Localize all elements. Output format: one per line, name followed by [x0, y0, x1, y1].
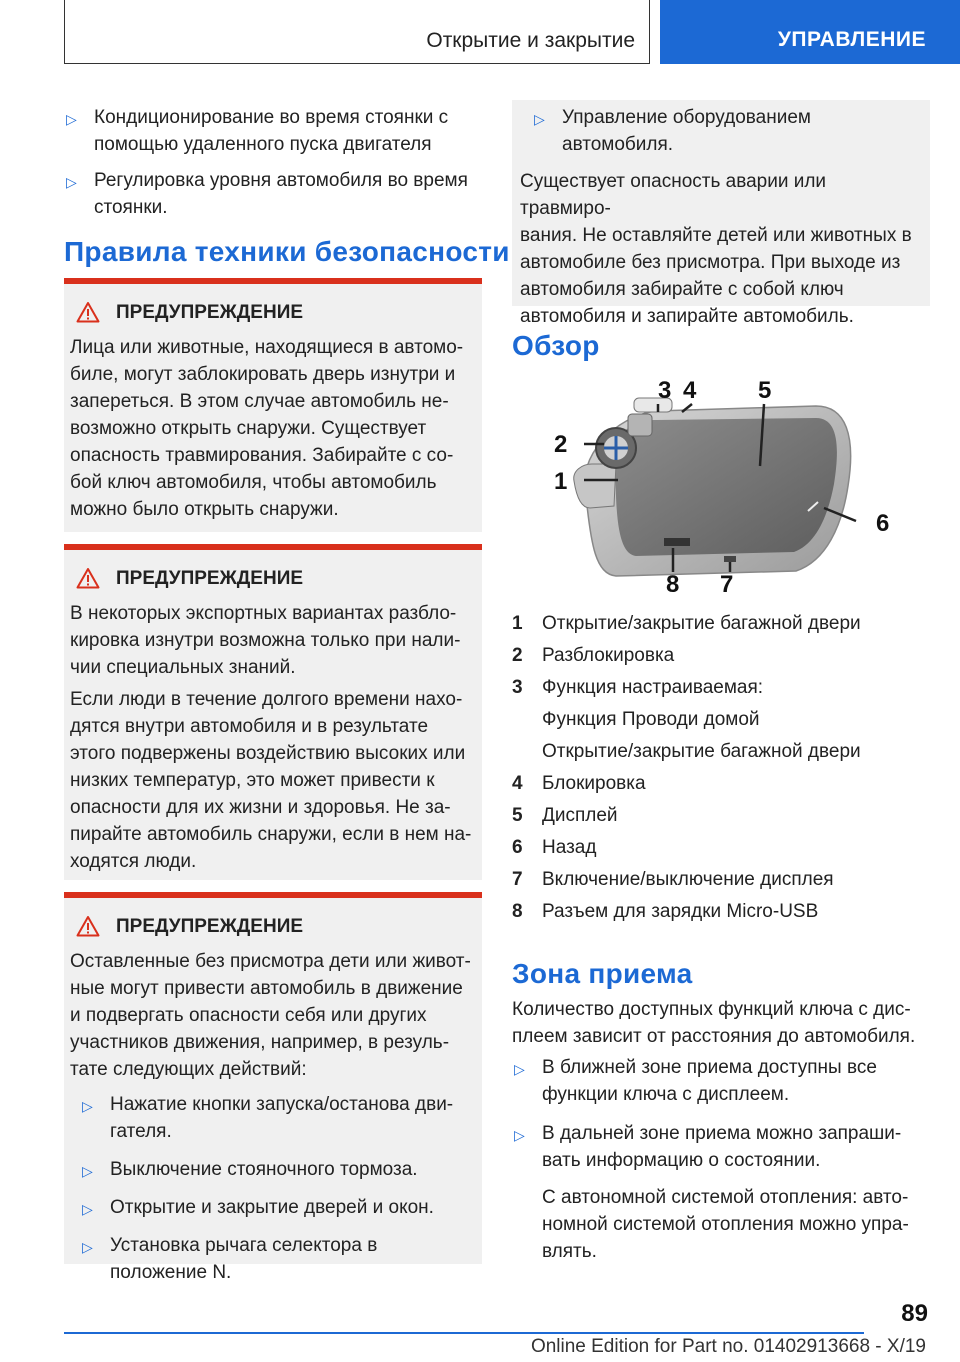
chapter-title: УПРАВЛЕНИЕ	[777, 28, 926, 51]
line: плеем зависит от расстояния до автомобиля.	[512, 1026, 916, 1047]
list-item	[80, 1194, 474, 1221]
legend-text: Функция настраиваемая:	[542, 677, 764, 698]
warning-text	[70, 686, 474, 875]
zone-subtext	[512, 1184, 930, 1265]
legend-number: 3	[512, 677, 523, 698]
zone-bullet-list	[512, 1054, 930, 1265]
line: ные могут привести автомобиль в движение	[70, 978, 463, 999]
warning-title: ПРЕДУПРЕЖДЕНИЕ	[116, 568, 304, 589]
section-header-box	[64, 0, 650, 64]
callout-5: 5	[758, 377, 772, 404]
legend-item	[512, 770, 930, 797]
callout-1: 1	[554, 468, 568, 495]
list-item	[512, 1120, 930, 1174]
legend-text: Открытие/закрытие багажной двери	[542, 613, 861, 634]
warning-header	[70, 564, 474, 594]
zone-intro	[512, 996, 930, 1050]
warning-continuation-box	[512, 100, 930, 327]
line: участников движения, например, в резуль-	[70, 1032, 450, 1053]
legend-item	[512, 802, 930, 829]
list-item	[64, 167, 482, 221]
line: биле, могут заблокировать дверь изнутри и	[70, 364, 456, 385]
triangle-bullet-icon: ▷	[66, 111, 77, 127]
legend-number: 1	[512, 613, 523, 634]
triangle-bullet-icon: ▷	[66, 174, 77, 190]
warning-text	[520, 168, 922, 330]
line: В некоторых экспортных вариантах разбло-	[70, 603, 457, 624]
chapter-header-box	[660, 0, 960, 64]
line: этого подвержены воздействию высоких или	[70, 743, 466, 764]
line: помощью удаленного пуска двигателя	[94, 134, 432, 155]
line: можно было открыть снаружи.	[70, 499, 339, 520]
warning-title: ПРЕДУПРЕЖДЕНИЕ	[116, 916, 304, 937]
line: Открытие и закрытие дверей и окон.	[110, 1197, 434, 1218]
legend-text: Функция Проводи домой	[542, 709, 760, 730]
line: вать информацию о состоянии.	[542, 1150, 821, 1171]
line: Если люди в течение долгого времени нахо-	[70, 689, 463, 710]
triangle-bullet-icon: ▷	[82, 1201, 93, 1217]
line: Выключение стояночного тормоза.	[110, 1159, 418, 1180]
line: положение N.	[110, 1262, 232, 1283]
page-number: 89	[901, 1300, 928, 1327]
line: запереться. В этом случае автомобиль не-	[70, 391, 449, 412]
list-item	[532, 104, 922, 158]
line: Регулировка уровня автомобиля во время	[94, 170, 468, 191]
callout-7: 7	[720, 571, 734, 596]
line: В ближней зоне приема доступны все	[542, 1057, 877, 1078]
legend-item	[512, 898, 930, 925]
line: тате следующих действий:	[70, 1059, 307, 1080]
warning-triangle-icon	[76, 915, 100, 947]
line: чии специальных знаний.	[70, 657, 296, 678]
warning-text	[70, 334, 474, 523]
callout-6: 6	[876, 510, 890, 537]
list-item	[512, 1054, 930, 1108]
line: Оставленные без присмотра дети или живот-	[70, 951, 471, 972]
legend-number: 6	[512, 837, 523, 858]
line: опасность травмирования. Забирайте с со-	[70, 445, 454, 466]
legend-item	[512, 674, 930, 701]
line: Количество доступных функций ключа с дис-	[512, 999, 911, 1020]
line: Лица или животные, находящиеся в автомо-	[70, 337, 464, 358]
line: автомобиля забирайте с собой ключ	[520, 279, 844, 300]
legend-item	[512, 706, 930, 733]
callout-8: 8	[666, 571, 680, 596]
line: автомобиле без присмотра. При выходе из	[520, 252, 901, 273]
list-item	[80, 1156, 474, 1183]
footer-divider	[64, 1332, 864, 1334]
line: бой ключ автомобиля, чтобы автомобиль	[70, 472, 437, 493]
warning-text	[70, 948, 474, 1083]
line: ходятся люди.	[70, 851, 197, 872]
page-header	[0, 0, 960, 66]
triangle-bullet-icon: ▷	[82, 1163, 93, 1179]
overview-heading: Обзор	[512, 330, 600, 361]
legend-item	[512, 610, 930, 637]
warning-text	[70, 600, 474, 681]
warning-box-2	[64, 544, 482, 880]
line: В дальней зоне приема можно запраши-	[542, 1123, 902, 1144]
zone-heading: Зона приема	[512, 958, 693, 989]
legend-item	[512, 866, 930, 893]
line: автомобиля и запирайте автомобиль.	[520, 306, 854, 327]
list-item	[80, 1091, 474, 1145]
warning-title: ПРЕДУПРЕЖДЕНИЕ	[116, 302, 304, 323]
list-item	[64, 104, 482, 158]
legend-number: 8	[512, 901, 523, 922]
legend-text: Включение/выключение дисплея	[542, 869, 834, 890]
legend-number: 4	[512, 773, 523, 794]
legend-text: Дисплей	[542, 805, 618, 826]
callout-2: 2	[554, 431, 568, 458]
warning-triangle-icon	[76, 301, 100, 333]
line: гателя.	[110, 1121, 172, 1142]
legend-item	[512, 642, 930, 669]
line: Управление оборудованием	[562, 107, 811, 128]
line: Установка рычага селектора в	[110, 1235, 378, 1256]
line: низких температур, это может привести к	[70, 770, 435, 791]
legend-number: 5	[512, 805, 523, 826]
legend-text: Блокировка	[542, 773, 646, 794]
legend-text: Назад	[542, 837, 597, 858]
line: номной системой отопления можно упра-	[542, 1214, 909, 1235]
line: вания. Не оставляйте детей или животных в	[520, 225, 912, 246]
line: и подвергать опасности себя или других	[70, 1005, 427, 1026]
legend-text: Разъем для зарядки Micro-USB	[542, 901, 819, 922]
warning-header	[70, 912, 474, 942]
line: Существует опасность аварии или травмиро-	[520, 171, 827, 219]
line: дятся внутри автомобиля и в результате	[70, 716, 429, 737]
line: автомобиля.	[562, 134, 674, 155]
line: функции ключа с дисплеем.	[542, 1084, 790, 1105]
line: пирайте автомобиль снаружи, если в нем на-	[70, 824, 472, 845]
triangle-bullet-icon: ▷	[534, 111, 545, 127]
line: возможно открыть снаружи. Существует	[70, 418, 427, 439]
legend-number: 7	[512, 869, 523, 890]
warning-bullet-list	[70, 1091, 474, 1286]
line: опасности для их жизни и здоровья. Не за-	[70, 797, 451, 818]
legend-item	[512, 834, 930, 861]
triangle-bullet-icon: ▷	[514, 1061, 525, 1077]
callout-4: 4	[683, 377, 697, 404]
line: Кондиционирование во время стоянки с	[94, 107, 449, 128]
warning-box-3	[64, 892, 482, 1283]
legend-text: Разблокировка	[542, 645, 675, 666]
line: Нажатие кнопки запуска/останова дви-	[110, 1094, 454, 1115]
legend-item	[512, 738, 930, 765]
triangle-bullet-icon: ▷	[82, 1239, 93, 1255]
section-title: Открытие и закрытие	[426, 29, 635, 52]
callout-3: 3	[658, 377, 672, 404]
warning-box-1	[64, 278, 482, 532]
triangle-bullet-icon: ▷	[514, 1127, 525, 1143]
warning-header	[70, 298, 474, 328]
line: С автономной системой отопления: авто-	[542, 1187, 909, 1208]
display-key-illustration	[546, 376, 906, 596]
legend-text: Открытие/закрытие багажной двери	[542, 741, 861, 762]
list-item	[80, 1232, 474, 1286]
safety-heading: Правила техники безопасности	[64, 236, 510, 267]
line: стоянки.	[94, 197, 168, 218]
triangle-bullet-icon: ▷	[82, 1098, 93, 1114]
left-top-bullets	[64, 100, 482, 221]
footer-edition: Online Edition for Part no. 01402913668 - X/19	[530, 1336, 926, 1357]
warning-triangle-icon	[76, 567, 100, 599]
legend-number: 2	[512, 645, 523, 666]
line: влять.	[542, 1241, 597, 1262]
line: кировка изнутри возможна только при нали-	[70, 630, 461, 651]
